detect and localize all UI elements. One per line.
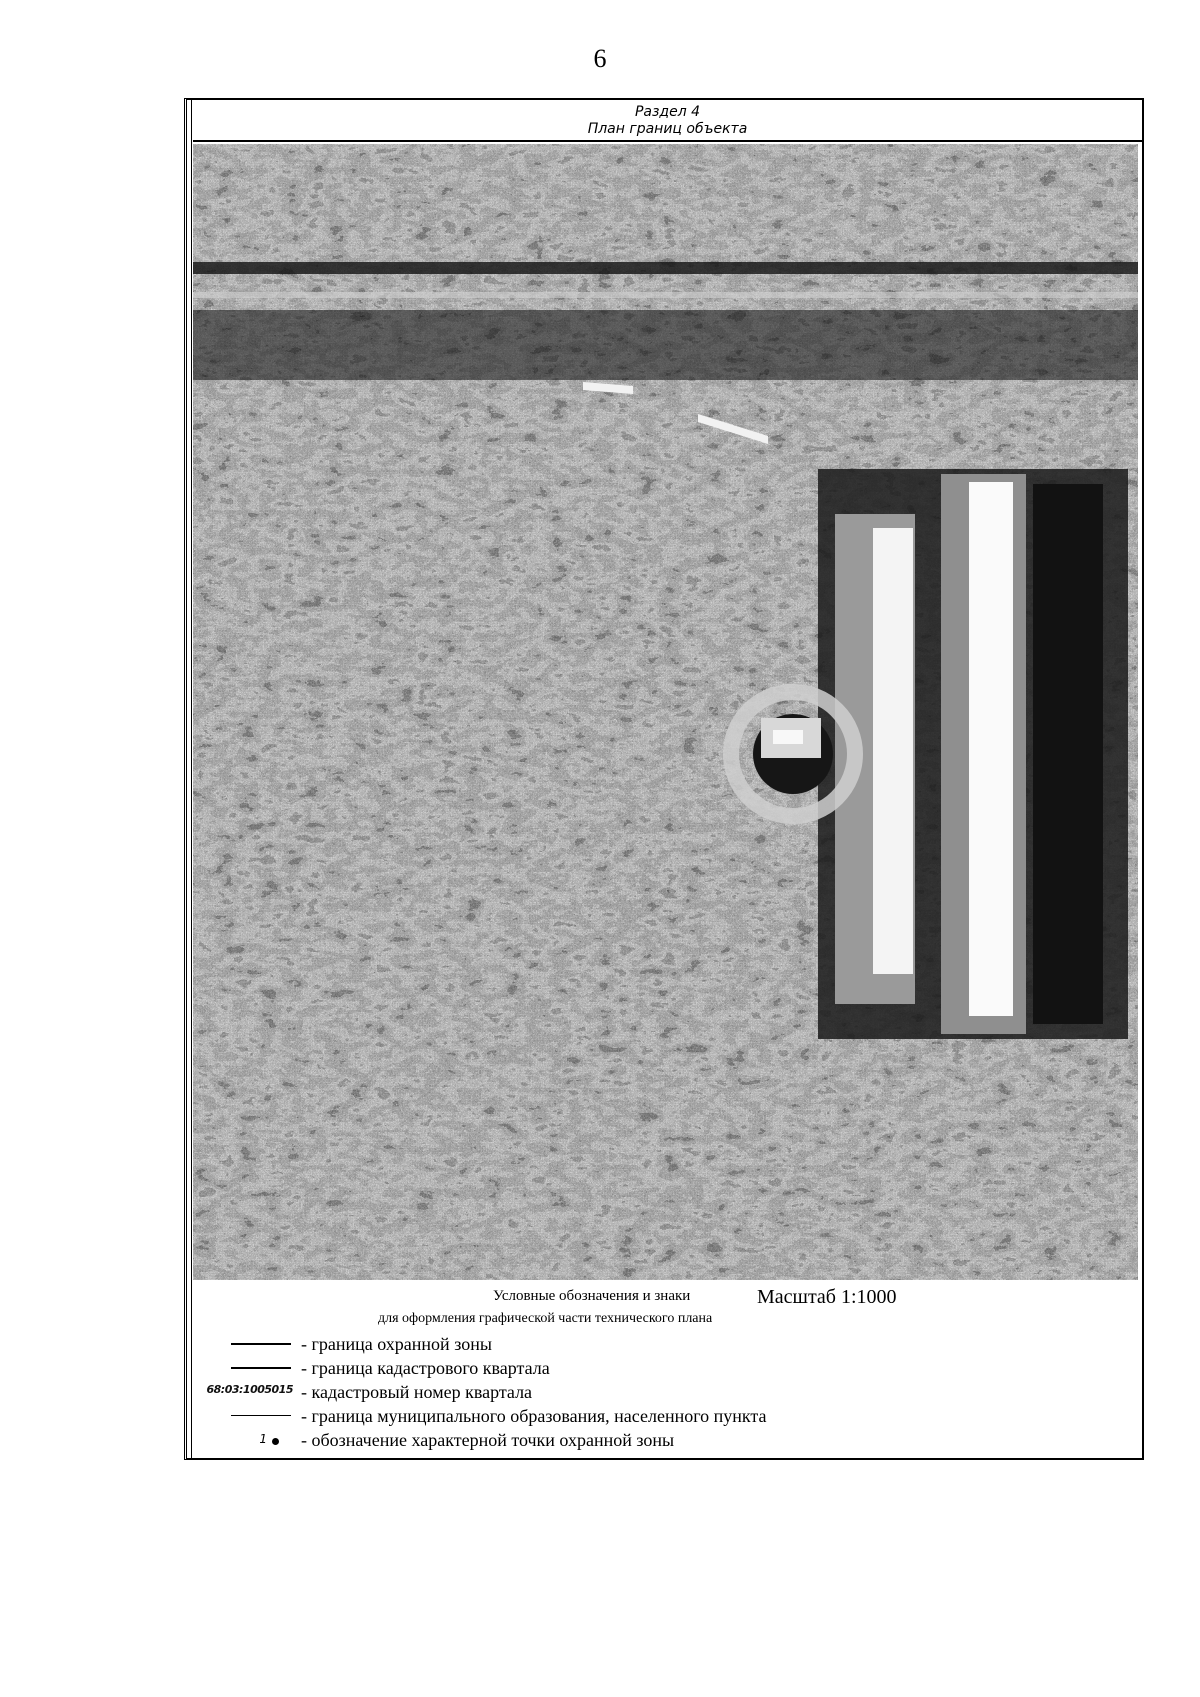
legend-item-protection-zone (207, 1332, 492, 1356)
point-symbol (207, 1428, 297, 1452)
page-number: 6 (593, 44, 607, 73)
boundary-line-symbol (207, 1404, 297, 1428)
legend-item-municipal-boundary (207, 1404, 767, 1428)
sheet-header (193, 100, 1142, 142)
legend-item-cadastral-number (207, 1380, 532, 1404)
legend-item-label: - граница кадастрового квартала (301, 1357, 550, 1378)
legend-title: Условные обозначения и знаки (493, 1288, 691, 1304)
legend (193, 1282, 1142, 1458)
map-raster (193, 144, 1138, 1280)
legend-item-label: - кадастровый номер квартала (301, 1381, 533, 1402)
sheet-margin-line (191, 100, 192, 1458)
point-number-sample: 1 (259, 1432, 267, 1446)
boundary-line-symbol (207, 1332, 297, 1356)
cadastral-number-sample: 68:03:1005015 (206, 1383, 293, 1396)
boundary-line-symbol (207, 1356, 297, 1380)
aerial-map-image (193, 144, 1138, 1280)
section-label: Раздел 4 (634, 104, 701, 120)
plan-title: План границ объекта (587, 121, 748, 137)
legend-item-characteristic-point (207, 1428, 674, 1452)
technical-plan-sheet (184, 98, 1144, 1460)
legend-item-label: - обозначение характерной точки охранной зоны (301, 1429, 675, 1450)
map-scale: Масштаб 1:1000 (757, 1286, 897, 1308)
point-dot-icon (272, 1438, 279, 1445)
cadastral-number-symbol (207, 1380, 297, 1404)
legend-item-cadastral-block-boundary (207, 1356, 550, 1380)
legend-subtitle: для оформления графической части технического плана (378, 1311, 713, 1326)
legend-item-label: - граница муниципального образования, населенного пункта (301, 1405, 767, 1426)
legend-item-label: - граница охранной зоны (301, 1333, 492, 1354)
